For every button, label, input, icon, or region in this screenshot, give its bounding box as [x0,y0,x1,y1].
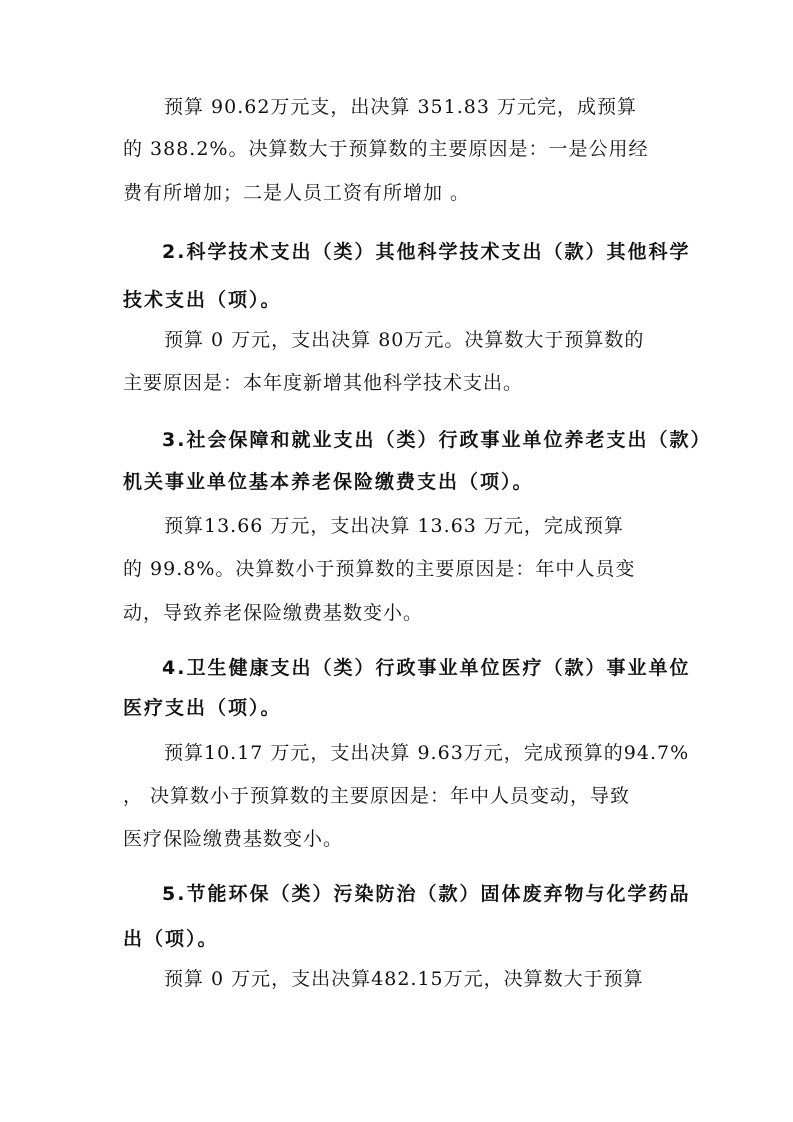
section-heading: 医疗支出（项）。 [123,697,282,719]
paragraph-line: 费有所增加；二是人员工资有所增加 。 [123,182,471,204]
section-heading: 5.节能环保（类）污染防治（款）固体废弃物与化学药品 [162,883,691,905]
paragraph-line: 医疗保险缴费基数变小。 [123,828,344,850]
section-heading: 出（项）。 [123,928,219,950]
paragraph-line: 预算 0 万元，支出决算482.15万元，决算数大于预算 [164,968,644,990]
section-heading: 技术支出（项）。 [123,289,282,311]
paragraph-line: 预算 90.62万元支，出决算 351.83 万元完，成预算 [164,96,637,118]
paragraph-line: 预算 0 万元，支出决算 80万元。决算数大于预算数的 [164,329,645,351]
paragraph-line: 的 388.2%。决算数大于预算数的主要原因是：一是公用经 [123,138,649,160]
paragraph-line: 的 99.8%。决算数小于预算数的主要原因是：年中人员变 [123,558,636,580]
section-heading: 3.社会保障和就业支出（类）行政事业单位养老支出（款） [162,429,712,451]
paragraph-line: 预算13.66 万元，支出决算 13.63 万元，完成预算 [164,515,624,537]
section-heading: 机关事业单位基本养老保险缴费支出（项）。 [123,471,534,493]
paragraph-line: 动，导致养老保险缴费基数变小。 [123,602,424,624]
paragraph-line: 预算10.17 万元，支出决算 9.63万元，完成预算的94.7% [164,742,690,764]
paragraph-line: ， 决算数小于预算数的主要原因是：年中人员变动，导致 [123,785,631,807]
paragraph-line: 主要原因是：本年度新增其他科学技术支出。 [123,372,524,394]
section-heading: 2.科学技术支出（类）其他科学技术支出（款）其他科学 [162,241,691,263]
section-heading: 4.卫生健康支出（类）行政事业单位医疗（款）事业单位 [162,657,691,679]
